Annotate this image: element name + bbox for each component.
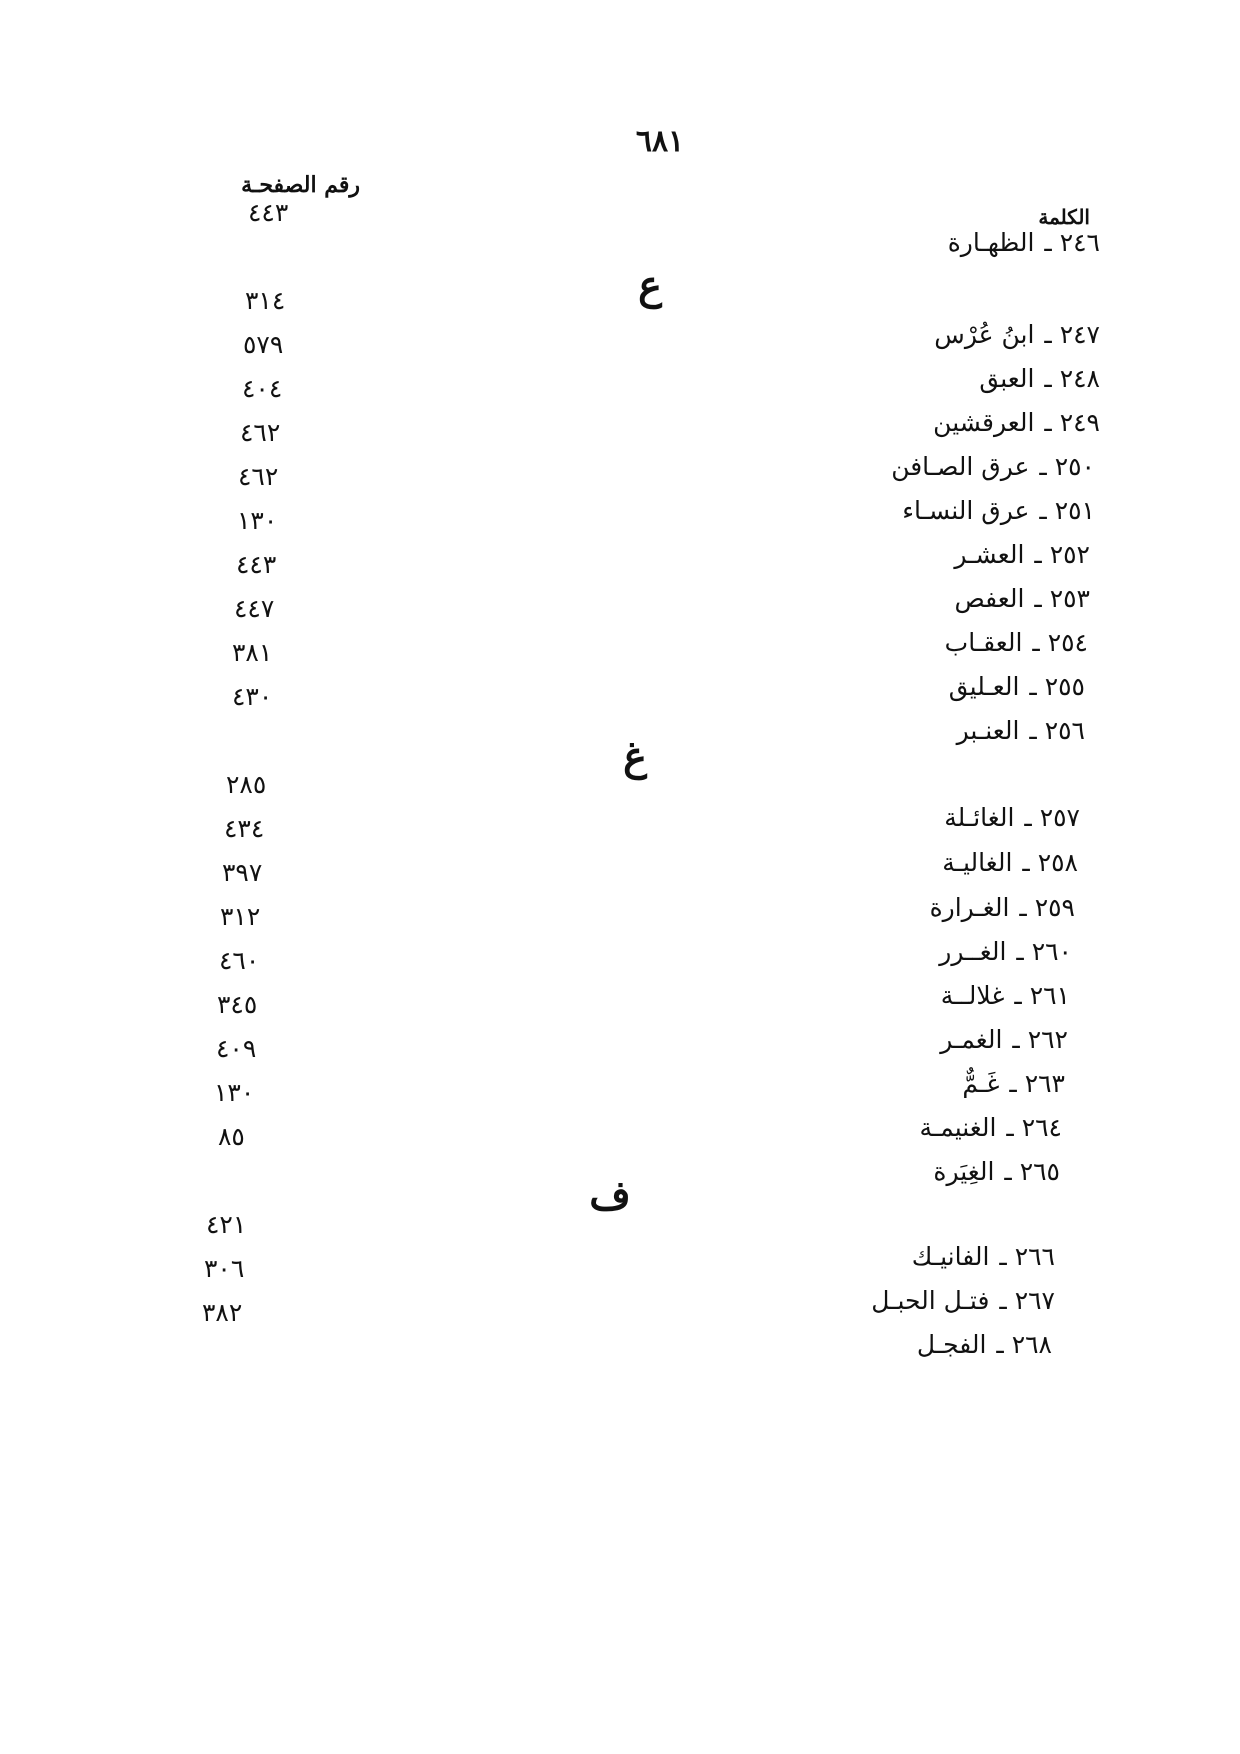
entry-number: ٢٥٦ ـ	[1029, 716, 1085, 745]
page-ref: ٤٣٠	[232, 682, 273, 711]
entry-word: الغائـلة	[944, 803, 1015, 832]
section-letter-ghain: غ	[623, 733, 647, 780]
entry-number: ٢٥٢ ـ	[1034, 540, 1090, 569]
index-entry	[912, 1242, 1055, 1271]
index-entry	[962, 1069, 1065, 1098]
index-entry	[902, 496, 1095, 525]
entry-word: العنـبر	[956, 716, 1020, 745]
entry-word: العـليق	[948, 672, 1020, 701]
entry-word: غلالــة	[940, 981, 1005, 1010]
entry-number: ٢٦٢ ـ	[1012, 1025, 1068, 1054]
entry-number: ٢٥٤ ـ	[1032, 628, 1088, 657]
page-ref: ٤٤٧	[234, 594, 275, 623]
entry-word: غَـمٌّ	[962, 1069, 1000, 1098]
entry-word: الغمـر	[940, 1025, 1003, 1054]
index-entry	[871, 1286, 1055, 1315]
page-ref: ٤٣٤	[224, 814, 265, 843]
page-ref: ٤٦٢	[240, 418, 281, 447]
page-ref: ٣٠٦	[204, 1254, 245, 1283]
entry-word: العقـاب	[944, 628, 1023, 657]
entry-word: الغــرر	[939, 937, 1007, 966]
entry-number: ٢٥٩ ـ	[1019, 893, 1075, 922]
index-entry	[934, 320, 1100, 349]
entry-number: ٢٦٧ ـ	[999, 1286, 1055, 1315]
index-entry	[949, 672, 1085, 701]
entry-word: العبق	[979, 364, 1035, 393]
entry-word: عرق النسـاء	[902, 496, 1030, 525]
page-ref: ٣٤٥	[217, 990, 258, 1019]
page-ref: ٣١٤	[245, 286, 286, 315]
index-entry	[933, 408, 1100, 437]
index-entry	[940, 1025, 1068, 1054]
entry-word: الغِيَرة	[933, 1157, 995, 1186]
index-entry	[948, 228, 1100, 257]
index-entry	[957, 716, 1085, 745]
entry-number: ٢٤٨ ـ	[1044, 364, 1100, 393]
entry-number: ٢٤٧ ـ	[1044, 320, 1100, 349]
index-entry	[933, 1157, 1060, 1186]
page-ref: ٣٨٢	[202, 1298, 243, 1327]
page-ref: ٤٦٠	[219, 946, 260, 975]
page-ref: ٣٨١	[232, 638, 273, 667]
index-entry	[954, 540, 1090, 569]
entry-number: ٢٥٧ ـ	[1024, 803, 1080, 832]
page-ref: ٣١٢	[220, 902, 261, 931]
index-entry	[930, 893, 1075, 922]
page-ref: ٤٦٢	[238, 462, 279, 491]
page-ref: ٤٠٩	[216, 1034, 257, 1063]
page-ref-header: رقم الصفحـة	[241, 172, 360, 198]
page-ref: ٣٩٧	[222, 858, 263, 887]
index-entry	[891, 452, 1095, 481]
entry-number: ٢٥٥ ـ	[1029, 672, 1085, 701]
page-ref: ١٣٠	[237, 506, 278, 535]
entry-number: ٢٥٣ ـ	[1034, 584, 1090, 613]
entry-word: الغـرارة	[929, 893, 1010, 922]
index-entry	[955, 584, 1090, 613]
index-entry	[979, 364, 1100, 393]
section-letter-ain: ع	[638, 262, 662, 309]
page-ref: ٤٤٣	[248, 198, 289, 227]
entry-number: ٢٦٥ ـ	[1004, 1157, 1060, 1186]
entry-number: ٢٦٨ ـ	[996, 1330, 1052, 1359]
page-ref: ٤٢١	[206, 1210, 247, 1239]
entry-word: الفجـل	[916, 1330, 987, 1359]
entry-word: الفانيـك	[911, 1242, 990, 1271]
entry-word: الغاليـة	[942, 848, 1013, 877]
entry-word: الظهـارة	[947, 228, 1035, 257]
page-ref: ٤٠٤	[242, 374, 283, 403]
index-entry	[942, 848, 1078, 877]
index-entry	[941, 981, 1070, 1010]
index-entry	[920, 1113, 1062, 1142]
page-number: ٦٨١	[635, 124, 685, 159]
entry-number: ٢٥١ ـ	[1039, 496, 1095, 525]
index-entry	[944, 803, 1080, 832]
page-ref: ٨٥	[218, 1122, 245, 1151]
entry-number: ٢٥٨ ـ	[1022, 848, 1078, 877]
index-entry	[917, 1330, 1052, 1359]
entry-word: العشـر	[954, 540, 1025, 569]
entry-number: ٢٦٤ ـ	[1006, 1113, 1062, 1142]
entry-number: ٢٤٩ ـ	[1044, 408, 1100, 437]
word-header: الكلمة	[1038, 205, 1090, 229]
entry-word: الغنيمـة	[919, 1113, 997, 1142]
section-letter-fa: ف	[589, 1172, 631, 1219]
index-entry	[945, 628, 1088, 657]
entry-word: العفص	[954, 584, 1025, 613]
entry-number: ٢٦٠ ـ	[1016, 937, 1072, 966]
entry-number: ٢٦٦ ـ	[999, 1242, 1055, 1271]
entry-number: ٢٦٣ ـ	[1009, 1069, 1065, 1098]
entry-word: العرقشين	[933, 408, 1035, 437]
index-entry	[939, 937, 1072, 966]
entry-number: ٢٤٦ ـ	[1044, 228, 1100, 257]
entry-word: عرق الصـافن	[891, 452, 1030, 481]
entry-number: ٢٥٠ ـ	[1039, 452, 1095, 481]
entry-word: فتـل الحبـل	[871, 1286, 990, 1315]
page-ref: ٥٧٩	[243, 330, 284, 359]
page-ref: ٤٤٣	[236, 550, 277, 579]
page-ref: ٢٨٥	[226, 770, 267, 799]
entry-number: ٢٦١ ـ	[1014, 981, 1070, 1010]
page-ref: ١٣٠	[214, 1078, 255, 1107]
entry-word: ابنُ عُرْس	[934, 320, 1035, 349]
